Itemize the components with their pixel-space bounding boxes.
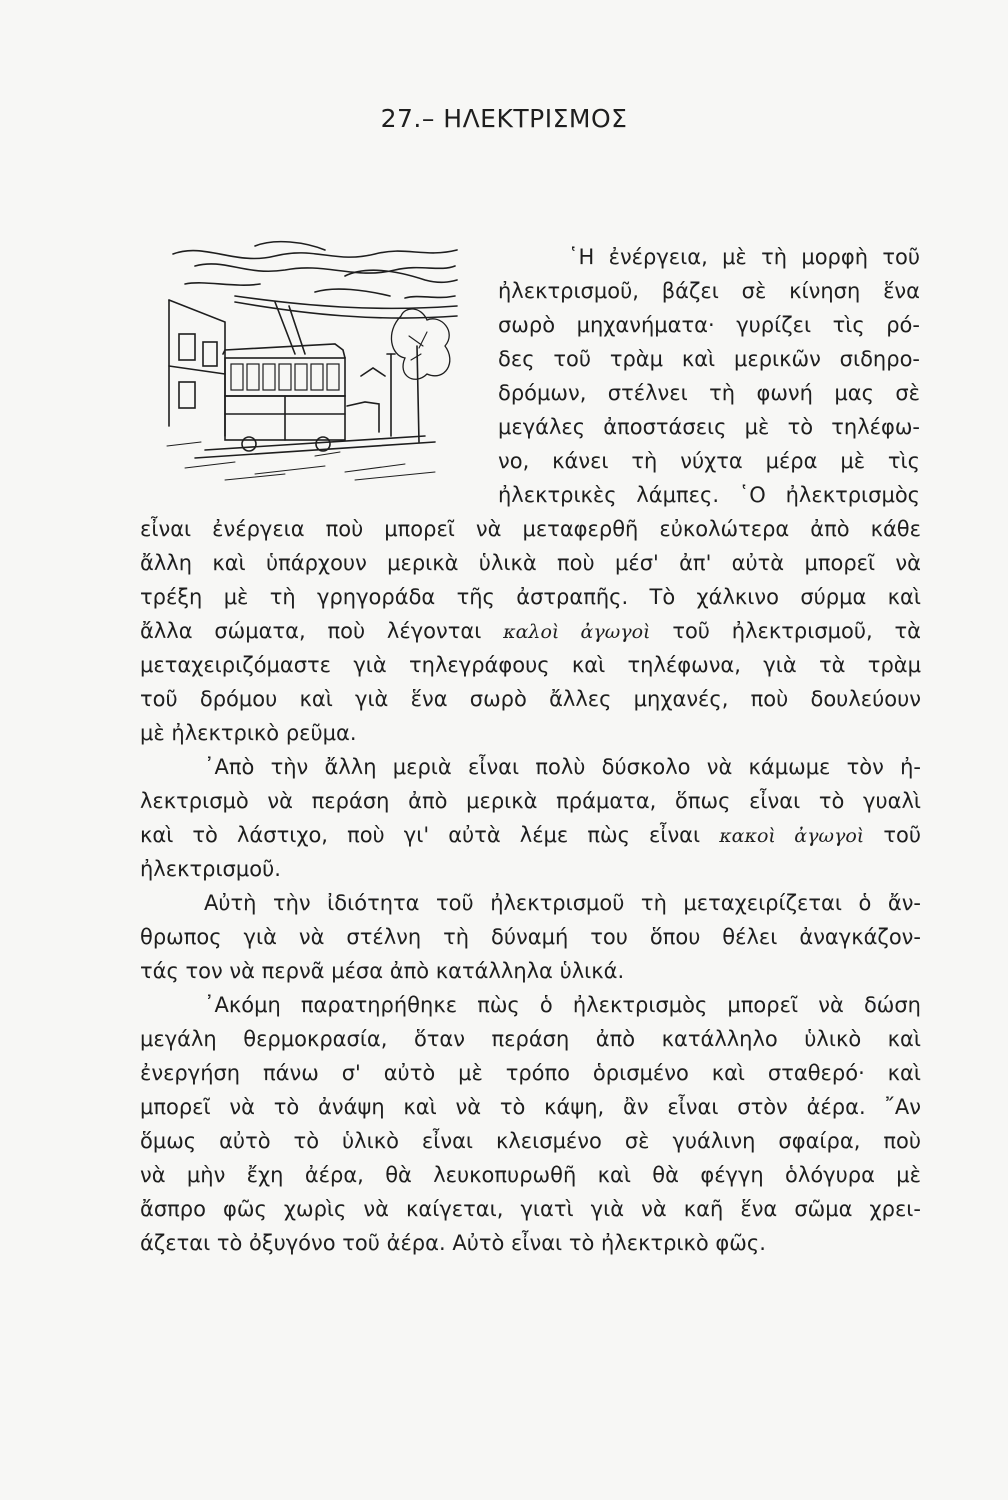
text-line: ἠλεκτρισμοῦ, βάζει σὲ κίνηση ἕνα: [498, 279, 920, 303]
text-line: ᾿Απὸ τὴν ἄλλη μεριὰ εἶναι πολὺ δύσκολο νὰ κάμωμε τὸν ἠ-: [204, 755, 921, 779]
text-line: μὲ ἠλεκτρικὸ ρεῦμα.: [140, 721, 357, 745]
text-line: μπορεῖ νὰ τὸ ἀνάψη καὶ νὰ τὸ κάψη, ἂν εἶναι στὸν ἀέρα. ῎Αν: [140, 1095, 921, 1119]
text-segment: ἄλλα σώματα, ποὺ λέγονται: [140, 619, 504, 643]
text-line: τάς τον νὰ περνᾶ μέσα ἀπὸ κατάλληλα ὑλικά.: [140, 959, 625, 983]
text-line: σωρὸ μηχανήματα· γυρίζει τὶς ρό-: [498, 313, 920, 337]
text-segment: τοῦ ἠλεκτρισμοῦ, τὰ: [650, 619, 921, 643]
text-line: ἠλεκτρισμοῦ.: [140, 857, 281, 881]
text-line: δρόμων, στέλνει τὴ φωνή μας σὲ: [498, 381, 920, 405]
tram-street-illustration-icon: [165, 236, 465, 484]
text-line: δες τοῦ τρὰμ καὶ μερικῶν σιδηρο-: [498, 347, 920, 371]
text-line: μεγάλες ἀποστάσεις μὲ τὸ τηλέφω-: [498, 415, 920, 439]
italic-term: κακοὶ ἀγωγοὶ: [719, 825, 865, 847]
text-line: θρωπος γιὰ νὰ στέλνη τὴ δύναμή του ὅπου θέλει ἀναγκάζον-: [140, 925, 921, 949]
text-line: ῾Η ἐνέργεια, μὲ τὴ μορφὴ τοῦ: [568, 245, 920, 269]
italic-term: καλοὶ ἀγωγοὶ: [503, 621, 651, 643]
text-line: ἐνεργήση πάνω σ' αὐτὸ μὲ τρόπο ὁρισμένο καὶ σταθερό· καὶ: [140, 1061, 921, 1085]
text-line: [140, 818, 921, 853]
text-line: νὰ μὴν ἔχη ἀέρα, θὰ λευκοπυρωθῆ καὶ θὰ φέγγη ὁλόγυρα μὲ: [140, 1163, 921, 1187]
text-segment: τοῦ: [864, 823, 921, 847]
text-line: Αὐτὴ τὴν ἰδιότητα τοῦ ἠλεκτρισμοῦ τὴ μεταχειρίζεται ὁ ἄν-: [204, 891, 921, 915]
text-line: μεταχειριζόμαστε γιὰ τηλεγράφους καὶ τηλέφωνα, γιὰ τὰ τρὰμ: [140, 653, 921, 677]
text-line: εἶναι ἐνέργεια ποὺ μπορεῖ νὰ μεταφερθῆ εὐκολώτερα ἀπὸ κάθε: [140, 517, 921, 541]
text-line: μεγάλη θερμοκρασία, ὅταν περάση ἀπὸ κατάλληλο ὑλικὸ καὶ: [140, 1027, 921, 1051]
text-line: ὅμως αὐτὸ τὸ ὑλικὸ εἶναι κλεισμένο σὲ γυάλινη σφαίρα, ποὺ: [140, 1129, 921, 1153]
text-line: ἄλλη καὶ ὑπάρχουν μερικὰ ὑλικὰ ποὺ μέσ' ἀπ' αὐτὰ μπορεῖ νὰ: [140, 551, 921, 575]
chapter-title: 27.– ΗΛΕΚΤΡΙΣΜΟΣ: [380, 104, 628, 133]
text-line: λεκτρισμὸ νὰ περάση ἀπὸ μερικὰ πράματα, ὅπως εἶναι τὸ γυαλὶ: [140, 789, 921, 813]
text-line: τοῦ δρόμου καὶ γιὰ ἕνα σωρὸ ἄλλες μηχανές, ποὺ δουλεύουν: [140, 687, 921, 711]
text-segment: καὶ τὸ λάστιχο, ποὺ γι' αὐτὰ λέμε πὼς εἶναι: [140, 823, 720, 847]
text-line: ἄσπρο φῶς χωρὶς νὰ καίγεται, γιατὶ γιὰ νὰ καῆ ἕνα σῶμα χρει-: [140, 1197, 921, 1221]
text-line: ᾿Ακόμη παρατηρήθηκε πὼς ὁ ἠλεκτρισμὸς μπορεῖ νὰ δώση: [204, 993, 921, 1017]
text-line: άζεται τὸ ὀξυγόνο τοῦ ἀέρα. Αὐτὸ εἶναι τὸ ἠλεκτρικὸ φῶς.: [140, 1231, 766, 1255]
text-line: [140, 614, 921, 649]
text-line: ἠλεκτρικὲς λάμπες. ῾Ο ἠλεκτρισμὸς: [498, 483, 920, 507]
text-line: νο, κάνει τὴ νύχτα μέρα μὲ τὶς: [498, 449, 920, 473]
text-line: τρέξη μὲ τὴ γρηγοράδα τῆς ἀστραπῆς. Τὸ χάλκινο σύρμα καὶ: [140, 585, 921, 609]
